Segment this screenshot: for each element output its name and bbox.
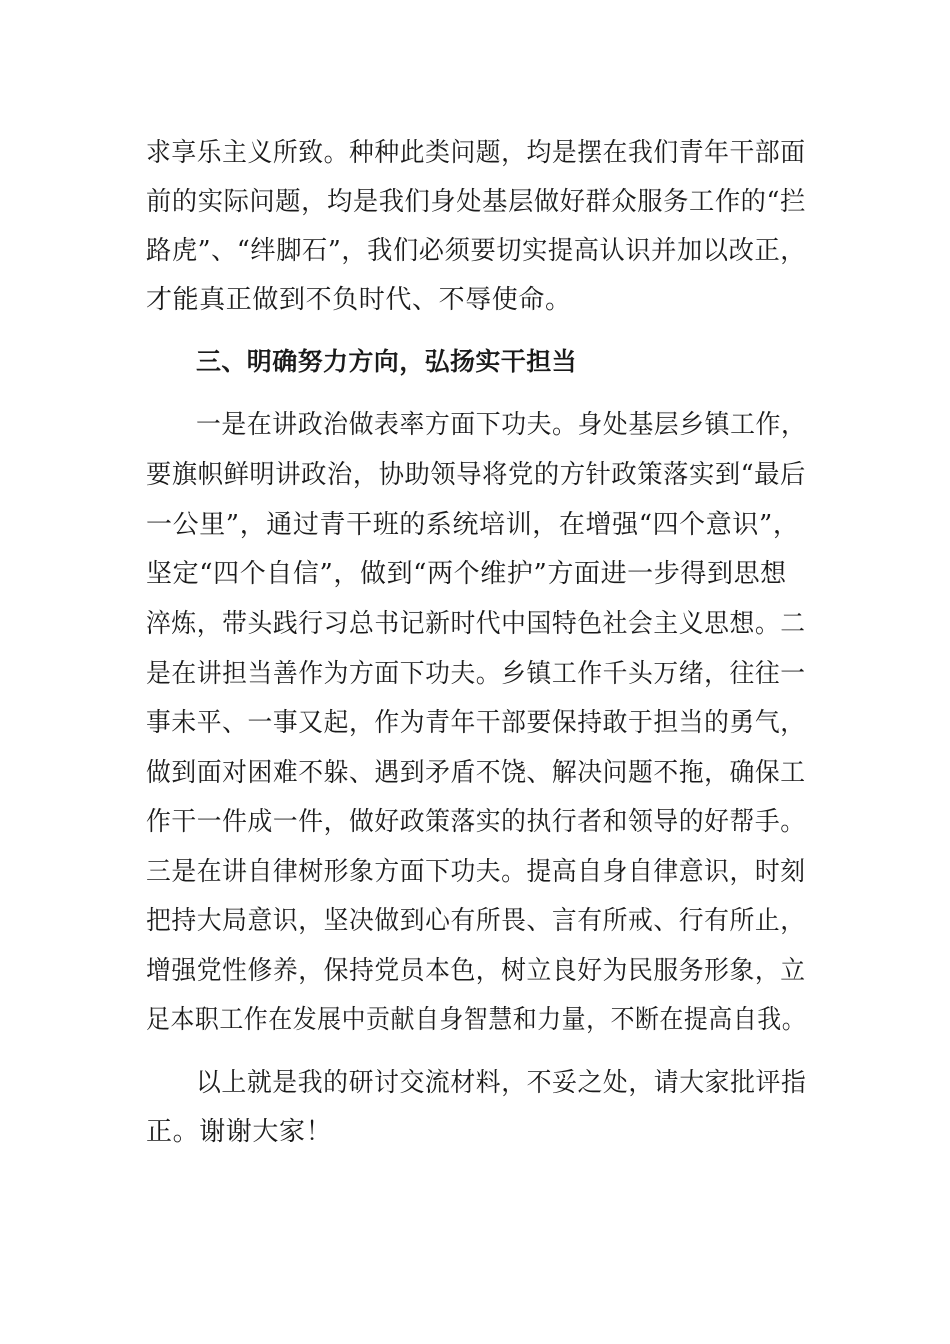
text-line: 增强党性修养，保持党员本色，树立良好为民服务形象，立 xyxy=(146,956,806,986)
text-line: 以上就是我的研讨交流材料，不妥之处，请大家批评指 xyxy=(196,1068,807,1098)
text-line: 事未平、一事又起，作为青年干部要保持敢于担当的勇气， xyxy=(146,708,806,738)
text-line: 一是在讲政治做表率方面下功夫。身处基层乡镇工作， xyxy=(196,410,807,440)
text-line: 做到面对困难不躲、遇到矛盾不饶、解决问题不拖，确保工 xyxy=(146,758,806,788)
text-line: 一公里”，通过青干班的系统培训，在增强“四个意识”， xyxy=(146,510,800,540)
text-line: 作干一件成一件，做好政策落实的执行者和领导的好帮手。 xyxy=(146,807,806,837)
text-line: 足本职工作在发展中贡献自身智慧和力量，不断在提高自我。 xyxy=(146,1005,807,1035)
heading-text: 三、明确努力方向，弘扬实干担当 xyxy=(196,347,578,376)
text-line: 才能真正做到不负时代、不辱使命。 xyxy=(146,285,572,315)
text-line: 是在讲担当善作为方面下功夫。乡镇工作千头万绪，往往一 xyxy=(146,659,806,689)
text-line: 淬炼，带头践行习总书记新时代中国特色社会主义思想。二 xyxy=(146,609,806,639)
text-line: 要旗帜鲜明讲政治，协助领导将党的方针政策落实到“最后 xyxy=(146,460,806,490)
text-line: 正。谢谢大家！ xyxy=(146,1117,333,1147)
text-line: 把持大局意识，坚决做到心有所畏、言有所戒、行有所止， xyxy=(146,906,806,936)
text-line: 求享乐主义所致。种种此类问题，均是摆在我们青年干部面 xyxy=(146,138,806,168)
text-line: 三是在讲自律树形象方面下功夫。提高自身自律意识，时刻 xyxy=(146,857,806,887)
text-line: 前的实际问题，均是我们身处基层做好群众服务工作的“拦 xyxy=(146,187,806,217)
text-line: 坚定“四个自信”，做到“两个维护”方面进一步得到思想 xyxy=(146,559,787,589)
text-line: 路虎”、“绊脚石”，我们必须要切实提高认识并加以改正， xyxy=(146,236,807,266)
